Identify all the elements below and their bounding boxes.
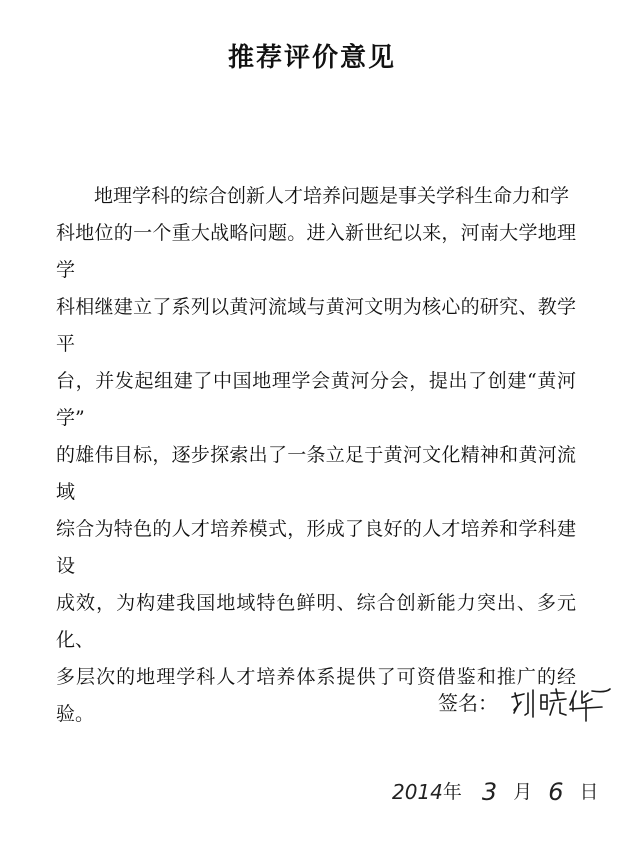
document-title: 推荐评价意见 xyxy=(227,43,396,73)
date-year-unit: 年 xyxy=(442,781,462,803)
signature-label: 签名： xyxy=(438,691,498,715)
paragraph-line: 的雄伟目标，逐步探索出了一条立足于黄河文化精神和黄河流域 xyxy=(56,444,576,503)
paragraph-line: 成效，为构建我国地域特色鲜明、综合创新能力突出、多元化、 xyxy=(56,592,576,651)
paragraph-line: 科相继建立了系列以黄河流域与黄河文明为核心的研究、教学平 xyxy=(56,296,576,355)
date-year: 2014 xyxy=(392,780,443,804)
paragraph-line: 综合为特色的人才培养模式，形成了良好的人才培养和学科建设 xyxy=(56,518,576,577)
date-day: 6 xyxy=(548,778,564,806)
recommendation-paragraph xyxy=(56,178,576,733)
date-day-unit: 日 xyxy=(579,781,599,803)
date-row xyxy=(392,772,599,806)
paragraph-line: 科地位的一个重大战略问题。进入新世纪以来，河南大学地理学 xyxy=(56,222,576,281)
handwritten-signature xyxy=(506,683,616,723)
date-month: 3 xyxy=(481,778,498,806)
paragraph-line: 地理学科的综合创新人才培养问题是事关学科生命力和学 xyxy=(94,185,570,207)
paragraph-line: 多层次的地理学科人才培养体系提供了可资借鉴和推广的经验。 xyxy=(56,666,576,725)
signature-row xyxy=(438,683,616,723)
paragraph-line: 台，并发起组建了中国地理学会黄河分会，提出了创建“黄河学” xyxy=(56,370,576,429)
date-month-unit: 月 xyxy=(513,781,533,803)
